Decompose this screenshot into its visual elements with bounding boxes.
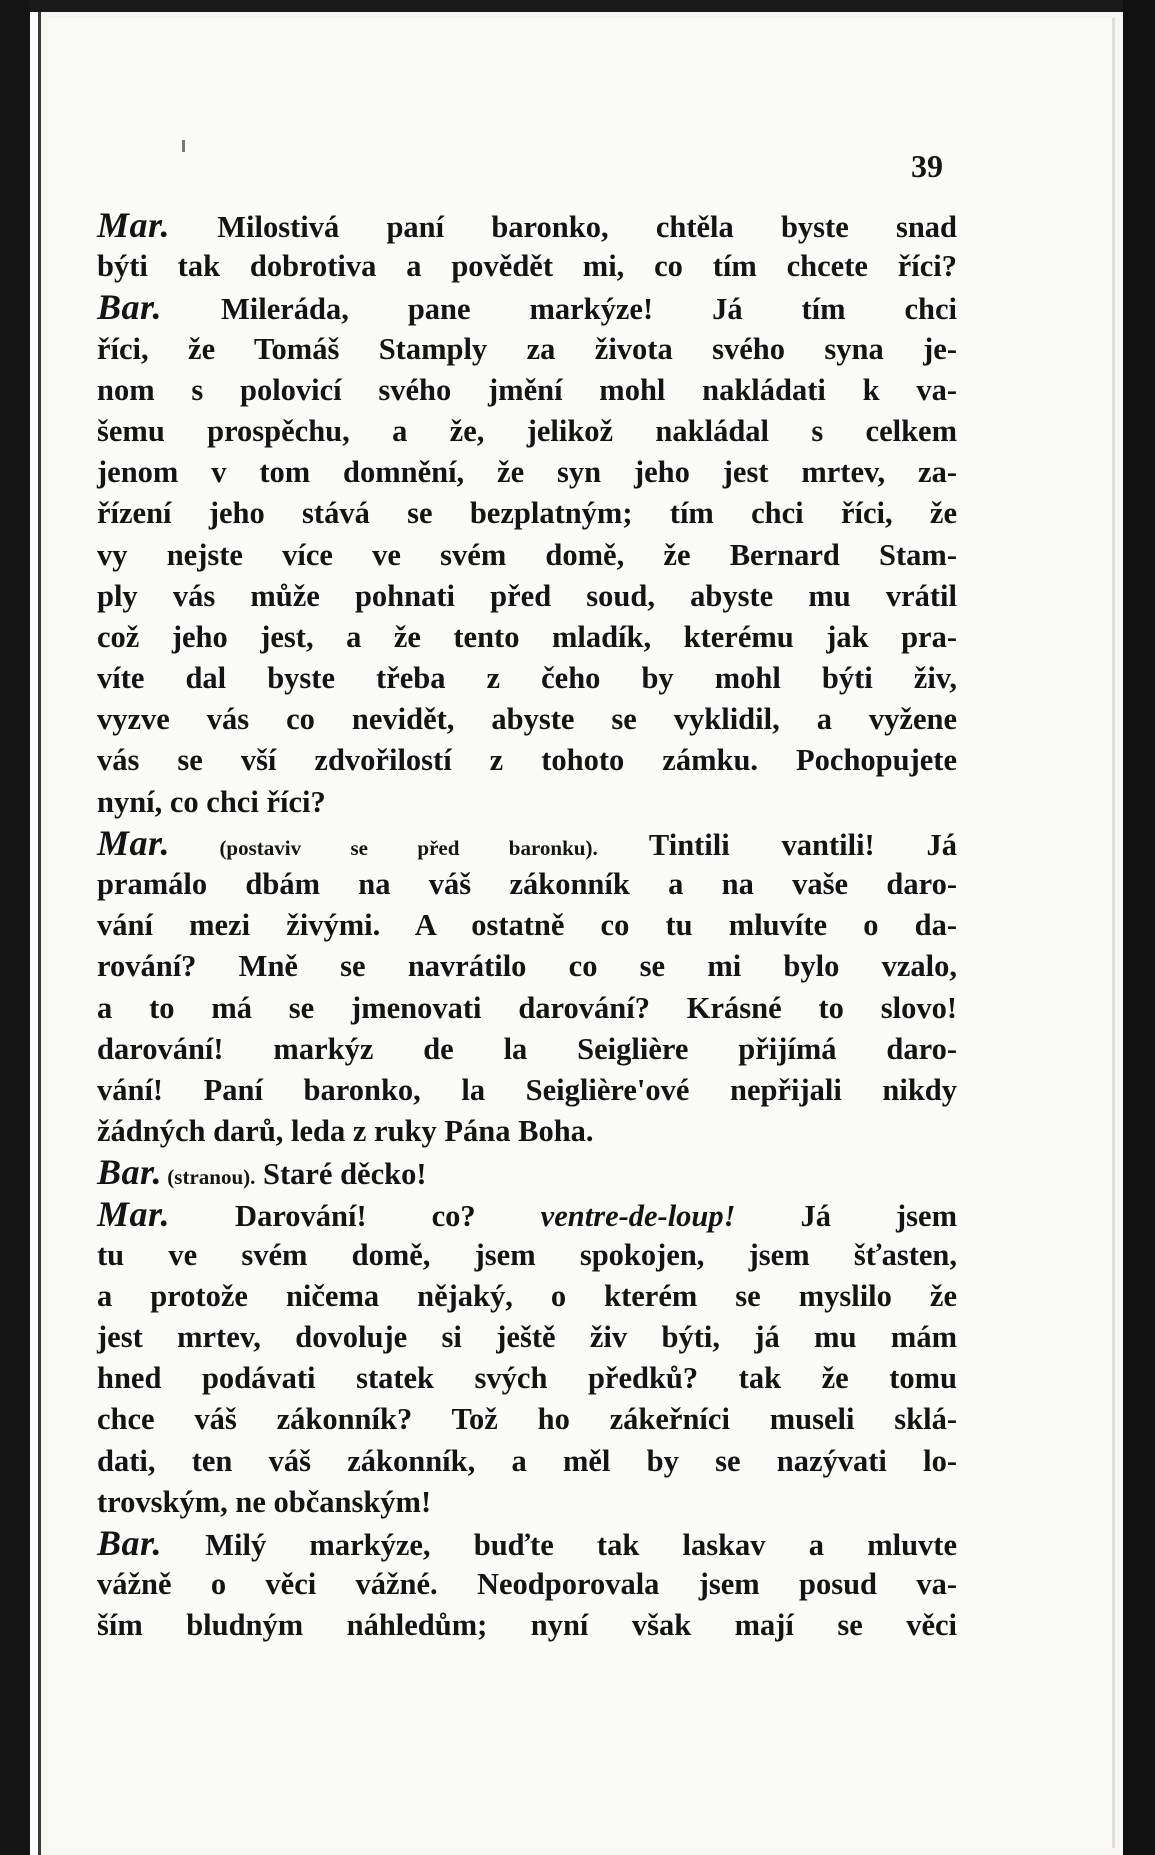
line-text: Staré děcko! [255,1157,427,1192]
line-text: vyzve vás co nevidět, abyste se vyklidil, a vyžene [97,702,957,737]
line-text: říci, že Tomáš Stamply za života svého syna je- [97,331,957,366]
line-text: a to má se jmenovati darování? Krásné to slovo! [97,990,957,1025]
text-line [97,782,957,823]
speaker-label: Bar. [97,1523,163,1563]
line-text: trovským, ne občanským! [97,1484,432,1519]
italic-phrase: ventre-de-loup! [475,1198,736,1233]
text-line [97,1441,957,1482]
line-text: vážně o věci vážné. Neodporovala jsem posud va- [97,1567,957,1602]
text-line [97,988,957,1029]
text-line [97,1235,957,1276]
line-text: a protože ničema nějaký, o kterém se myslilo že [97,1278,957,1313]
text-line [97,740,957,781]
text-line [97,1358,957,1399]
text-line [97,493,957,534]
scan-edge-left [0,0,30,1855]
text-line [97,411,957,452]
text-block [97,205,957,1647]
line-text: darování! markýz de la Seiglière přijímá daro- [97,1031,957,1066]
speaker-label: Mar. [97,205,171,245]
text-line [97,246,957,287]
text-line [97,1564,957,1605]
text-line [97,864,957,905]
line-text: víte dal byste třeba z čeho by mohl býti živ, [97,661,957,696]
text-line [97,1070,957,1111]
text-line [97,1276,957,1317]
text-line [97,1482,957,1523]
line-text: vání mezi živými. A ostatně co tu mluvíte o da- [97,908,957,943]
text-line [97,946,957,987]
line-text: nyní, co chci říci? [97,784,326,819]
line-text: Já jsem [735,1198,957,1233]
line-text: vás se vší zdvořilostí z tohoto zámku. Pochopujete [97,743,957,778]
text-line [97,576,957,617]
text-line [97,617,957,658]
text-line [97,905,957,946]
line-text: Milý markýze, buďte tak laskav a mluvte [162,1528,957,1562]
text-line [97,1523,957,1564]
text-line [97,1605,957,1646]
line-text: dati, ten váš zákonník, a měl by se nazývati lo- [97,1443,957,1478]
paper-speck [182,140,185,152]
line-text: ply vás může pohnati před soud, abyste mu vrátil [97,578,957,613]
text-line [97,535,957,576]
line-text: žádných darů, leda z ruky Pána Boha. [97,1114,594,1149]
speaker-label: Bar. [97,287,163,328]
text-line [97,205,957,246]
line-text: což jeho jest, a že tento mladík, kterému jak pra- [97,619,957,654]
scan-gutter [30,12,38,1855]
scan-edge-line [38,12,41,1855]
speaker-label: Mar. [97,1193,171,1234]
line-text: vy nejste více ve svém domě, že Bernard Stam- [97,537,957,572]
line-text: jenom v tom domnění, že syn jeho jest mrtev, za- [97,455,957,490]
text-line [97,1399,957,1440]
text-line [97,370,957,411]
scan-edge-right [1123,0,1155,1855]
line-text: ším bludným náhledům; nyní však mají se věci [97,1608,957,1643]
stage-direction: (postaviv se před baronku). [170,835,598,860]
line-text: chce váš zákonník? Tož ho zákeřníci museli sklá- [97,1402,957,1437]
text-line [97,287,957,328]
line-text: pramálo dbám na váš zákonník a na vaše daro- [97,867,957,901]
text-line [97,1152,957,1193]
text-line [97,1194,957,1235]
line-text: Tintili vantili! Já [597,827,957,862]
stage-direction: (stranou). [162,1165,256,1190]
text-line [97,699,957,740]
text-line [97,1029,957,1070]
line-text: rování? Mně se navrátilo co se mi bylo vzalo, [97,949,957,984]
text-line [97,658,957,699]
line-text: šemu prospěchu, a že, jelikož nakládal s celkem [97,413,957,448]
page-number: 39 [911,148,943,184]
line-text: býti tak dobrotiva a povědět mi, co tím chcete říci? [97,249,957,284]
scan-edge-top [0,0,1155,12]
line-text: tu ve svém domě, jsem spokojen, jsem šťasten, [97,1237,957,1272]
text-line [97,823,957,864]
line-text: Darování! co? [170,1198,476,1233]
line-text: hned podávati statek svých předků? tak že tomu [97,1361,957,1396]
line-text: Milostivá paní baronko, chtěla byste snad [170,210,957,244]
speaker-label: Mar. [97,822,171,863]
text-line [97,452,957,493]
text-line [97,329,957,370]
line-text: jest mrtev, dovoluje si ještě živ býti, já mu mám [97,1320,957,1355]
line-text: vání! Paní baronko, la Seiglière'ové nepřijali nikdy [97,1072,957,1107]
speaker-label: Bar. [97,1152,163,1193]
text-line [97,1111,957,1152]
text-line [97,1317,957,1358]
line-text: nom s polovicí svého jmění mohl nakládati k va- [97,372,957,407]
line-text: řízení jeho stává se bezplatným; tím chci říci, že [97,496,957,531]
line-text: Mileráda, pane markýze! Já tím chci [162,292,957,327]
